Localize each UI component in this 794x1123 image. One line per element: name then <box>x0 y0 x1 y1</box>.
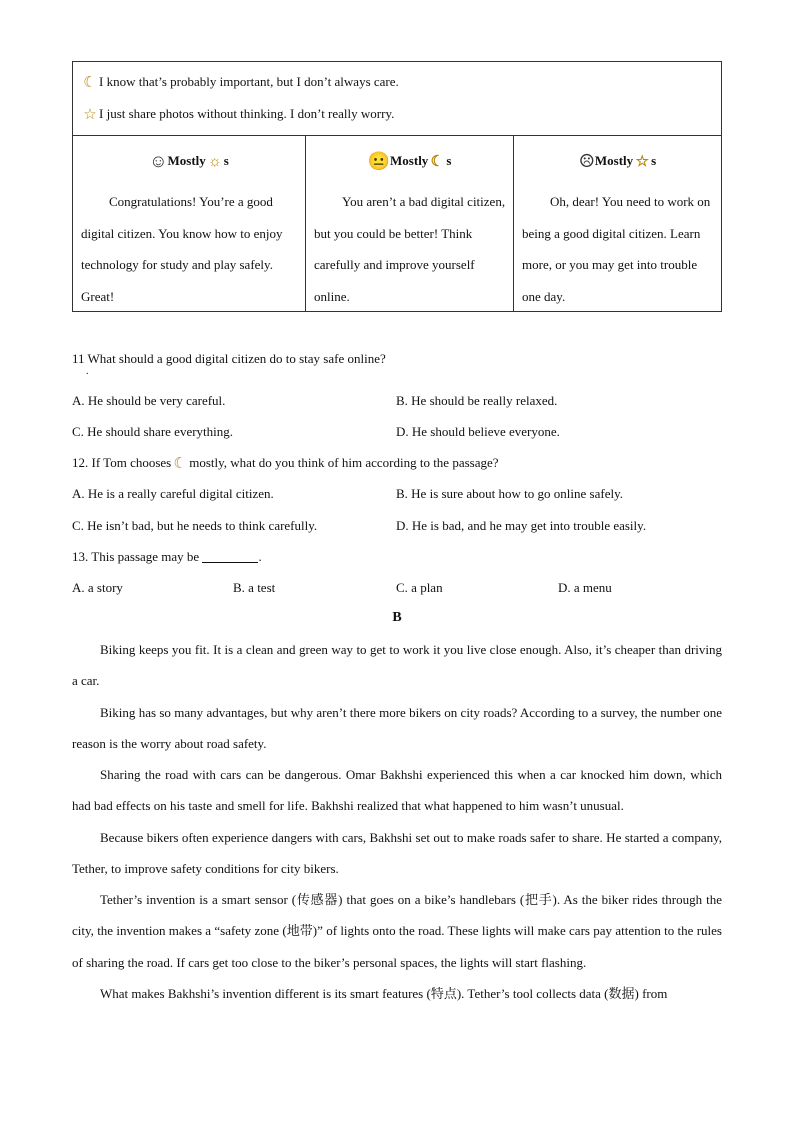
question-13-option-a: A. a story <box>72 580 123 595</box>
question-12-stem-start: 12. If Tom chooses <box>72 455 172 470</box>
question-12-stem <box>72 454 499 473</box>
passage-paragraph: Biking has so many advantages, but why aren’t there more bikers on city roads? According to a survey, the number one reason is the worry about road safety. <box>72 705 722 752</box>
result-label: Mostly <box>594 153 634 168</box>
legend-star-line <box>81 104 394 124</box>
moon-icon: ☾ <box>83 75 97 91</box>
result-column-moon <box>306 135 514 311</box>
moon-icon: ☾ <box>430 154 445 170</box>
answer-blank <box>202 549 258 563</box>
question-11-option-a: A. He should be very careful. <box>72 393 226 408</box>
result-label: Mostly <box>167 153 206 168</box>
result-suffix: s <box>446 153 452 168</box>
question-12-option-b: B. He is sure about how to go online safely. <box>396 486 623 501</box>
legend-star-text: I just share photos without thinking. I don’t really worry. <box>99 106 395 121</box>
question-11-stem: 11 What should a good digital citizen do to stay safe online? <box>72 351 386 366</box>
sad-face-icon: ☹ <box>578 151 595 171</box>
question-12-option-d: D. He is bad, and he may get into trouble easily. <box>396 518 647 533</box>
star-icon: ☆ <box>83 107 97 123</box>
result-heading-moon <box>306 151 513 172</box>
result-text-moon: You aren’t a bad digital citizen, but you could be better! Think carefully and improve yourself online. <box>314 194 506 304</box>
legend-moon-line <box>81 72 399 92</box>
result-heading-sun <box>73 151 305 172</box>
smiley-face-icon: ☺ <box>149 151 168 171</box>
question-13-stem-text: 13. This passage may be <box>72 549 200 564</box>
passage-paragraph: Biking keeps you fit. It is a clean and green way to get to work it you live close enough. Also, it’s cheaper than driving a car. <box>72 642 722 689</box>
passage-paragraph: Tether’s invention is a smart sensor (传感器) that goes on a bike’s handlebars (把手). As the biker rides through the city, the invention makes a “safety zone (地带)” of lights onto the road. These lights will make cars pay attention to the rules of sharing the road. If cars get too close to the biker’s personal spaces, the lights will start flashing. <box>72 892 722 970</box>
passage-paragraph: What makes Bakhshi’s invention different is its smart features (特点). Tether’s tool collects data (数据) from <box>100 986 668 1001</box>
passage-paragraph: Sharing the road with cars can be dangerous. Omar Bakhshi experienced this when a car knocked him down, which had bad effects on his taste and smell for life. Bakhshi realized that what happened to him wasn’t unusual. <box>72 767 722 814</box>
passage-paragraph: Because bikers often experience dangers with cars, Bakhshi set out to make roads safer to share. He started a company, Tether, to improve safety conditions for city bikers. <box>72 830 722 877</box>
result-column-sun <box>73 135 306 311</box>
question-12-option-a: A. He is a really careful digital citizen. <box>72 486 274 501</box>
question-13-option-d: D. a menu <box>558 580 612 595</box>
result-text-star: Oh, dear! You need to work on being a good digital citizen. Learn more, or you may get into trouble one day. <box>522 194 711 304</box>
result-text-sun: Congratulations! You’re a good digital citizen. You know how to enjoy technology for study and play safely. Great! <box>81 194 283 304</box>
result-label: Mostly <box>390 153 429 168</box>
question-13-period: . <box>258 549 262 564</box>
question-13-option-b: B. a test <box>233 580 276 595</box>
sun-icon: ☼ <box>207 154 222 170</box>
result-heading-star <box>514 151 721 172</box>
result-suffix: s <box>651 153 657 168</box>
question-13-stem <box>72 548 262 566</box>
stray-dot: . <box>86 366 89 377</box>
legend-moon-text: I know that’s probably important, but I don’t always care. <box>99 74 399 89</box>
question-12-stem-end: mostly, what do you think of him according to the passage? <box>189 455 499 470</box>
question-11-option-c: C. He should share everything. <box>72 424 234 439</box>
quiz-result-key-table <box>72 61 722 312</box>
moon-icon: ☾ <box>173 456 187 472</box>
result-suffix: s <box>223 153 229 168</box>
star-icon: ☆ <box>635 154 649 170</box>
symbol-legend <box>73 62 721 136</box>
question-13-option-c: C. a plan <box>396 580 443 595</box>
result-column-star <box>514 135 721 311</box>
question-12-option-c: C. He isn’t bad, but he needs to think carefully. <box>72 518 318 533</box>
section-b-heading: B <box>392 610 402 625</box>
neutral-face-icon: 😐 <box>367 151 391 171</box>
question-11-option-d: D. He should believe everyone. <box>396 424 560 439</box>
question-11-option-b: B. He should be really relaxed. <box>396 393 558 408</box>
